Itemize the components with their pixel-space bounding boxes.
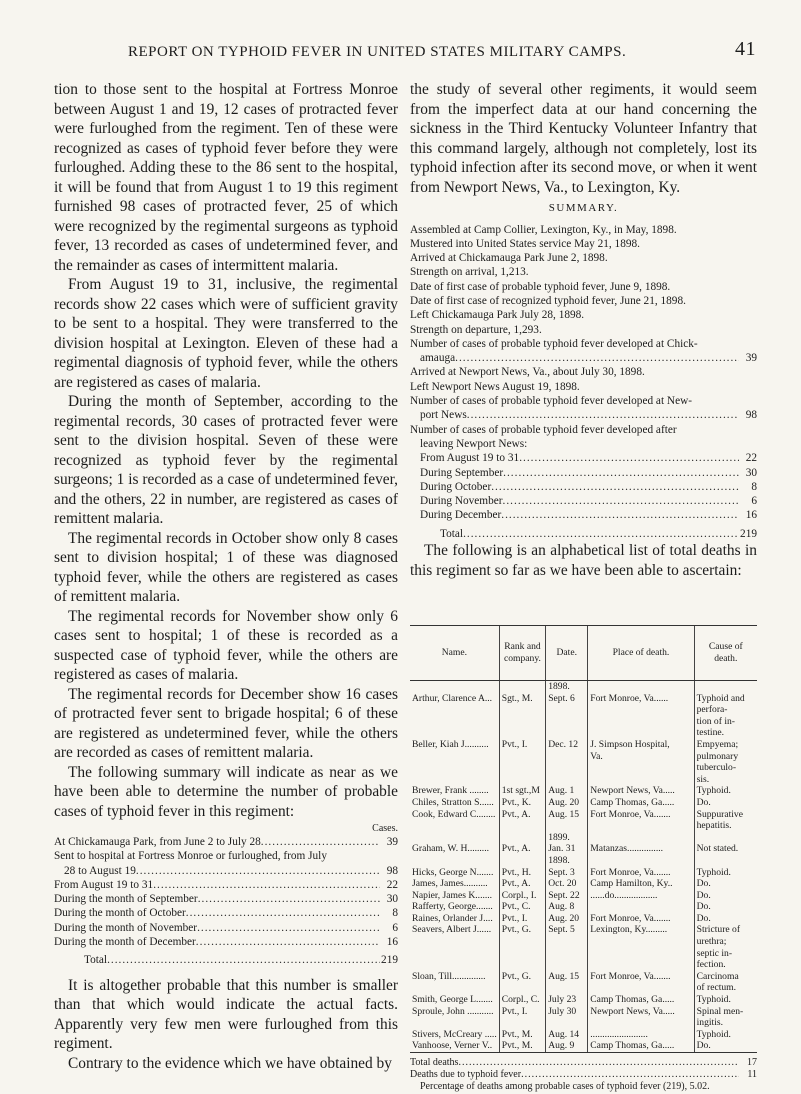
cell-line: Corpl., I. (501, 889, 537, 901)
cell-line: Typhoid. (696, 866, 731, 878)
table-cell-cause (694, 1029, 757, 1053)
cell-line: Cook, Edward C........ (412, 808, 496, 820)
table-cell-place (588, 681, 694, 739)
cell-line: 1898. (548, 681, 570, 692)
summary-total: Total ..... 219 (54, 953, 398, 967)
cell-line: J. Simpson Hospital, (590, 738, 670, 750)
cell-line: Typhoid. (696, 994, 731, 1006)
table-cell-date (546, 785, 588, 831)
cell-line: Fort Monroe, Va...... (590, 692, 669, 704)
table-cell-name (410, 832, 499, 855)
summary-line: Date of first case of recognized typhoid fever, June 21, 1898. (410, 294, 686, 307)
cell-line (590, 901, 691, 913)
paragraph: The following summary will indicate as near as we have been able to determine the number of probable cases of typhoid fever in this regiment: (54, 763, 398, 820)
cell-line: hepatitis. (696, 820, 732, 832)
summary-row: During September ..... 30 (410, 466, 757, 480)
summary-heading: SUMMARY. (548, 202, 619, 214)
cell-line: Aug. 1 (548, 785, 575, 797)
paragraph: The regimental records for November show only 6 cases sent to hospital; 1 of these is recorded as a suspected case of typhoid fever, while the others are registered as cases of malaria. (54, 607, 398, 683)
column-header: Place of death. (588, 626, 694, 681)
cell-line: fection. (696, 959, 726, 971)
summary-row: 28 to August 19 ..... 98 (54, 864, 398, 878)
summary-row: At Chickamauga Park, from June 2 to July 28 ..... 39 (54, 835, 398, 849)
cell-line: Fort Monroe, Va....... (590, 808, 671, 820)
summary-row: From August 19 to 31 ..... 22 (54, 878, 398, 892)
cell-line: Fort Monroe, Va....... (590, 912, 671, 924)
cell-line: Newport News, Va..... (590, 1005, 675, 1017)
cell-line: Camp Thomas, Ga..... (590, 1040, 675, 1052)
cell-line: Stricture of (696, 924, 741, 936)
cell-line: Pvt., M. (501, 1040, 533, 1052)
cell-line: Suppurative (696, 808, 743, 820)
deaths-totals (410, 1057, 757, 1094)
cell-line: urethra; (696, 936, 727, 948)
paragraph: It is altogether probable that this number is smaller than that which would indicate the actual facts. Apparently very few men were furloughed from this regiment. (54, 976, 398, 1053)
cell-line (697, 855, 755, 867)
cell-line: Do. (696, 1040, 711, 1052)
cell-line: Camp Hamilton, Ky.. (590, 878, 673, 890)
cell-line: Pvt., A. (501, 808, 531, 820)
cell-line: Corpl., C. (501, 994, 540, 1006)
cell-line: Napier, James K....... (412, 889, 493, 901)
cell-line: Smith, George L....... (412, 994, 493, 1006)
table-body (410, 681, 757, 1053)
total-deaths-row: Total deaths ..... 17 (410, 1057, 757, 1069)
table-row (410, 855, 757, 971)
summary-row: During the month of September ..... 30 (54, 892, 398, 906)
cell-line: Arthur, Clarence A... (412, 692, 493, 704)
table-cell-date (546, 994, 588, 1029)
table-cell-place (588, 855, 694, 971)
cell-line: Empyema; (696, 738, 739, 750)
cases-column-label: Cases. (372, 823, 398, 834)
table-row (410, 1029, 757, 1053)
cell-line: Do. (696, 901, 711, 913)
column-header: Cause of death. (694, 626, 757, 681)
cell-line: Spinal men- (696, 1005, 744, 1017)
cell-line: Fort Monroe, Va....... (590, 866, 671, 878)
summary-line: Strength on arrival, 1,213. (410, 266, 529, 279)
cell-line (590, 681, 691, 693)
cell-line: Rafferty, George....... (412, 901, 493, 913)
cell-line: Matanzas............... (590, 843, 664, 855)
table-cell-cause (694, 971, 757, 994)
summary-line: Arrived at Chickamauga Park June 2, 1898. (410, 252, 608, 265)
cell-line: Sept. 5 (548, 924, 575, 936)
cell-line: ........................ (590, 1028, 648, 1040)
table-cell-date (546, 739, 588, 785)
cell-line: Fort Monroe, Va....... (590, 970, 671, 982)
table-row (410, 739, 757, 785)
cell-line: 1899. (548, 831, 570, 843)
cell-line: Pvt., A. (501, 878, 531, 890)
cell-line: Camp Thomas, Ga..... (590, 796, 675, 808)
table-cell-date (546, 971, 588, 994)
summary-row: port News ..... 98 (410, 408, 757, 422)
summary-line: Arrived at Newport News, Va., about July 30, 1898. (410, 366, 645, 379)
cell-line: Oct. 20 (548, 878, 577, 890)
cell-line: Lexington, Ky......... (590, 924, 668, 936)
cell-line: Sept. 6 (548, 692, 575, 704)
table-cell-name (410, 681, 499, 739)
summary-row: During November ..... 6 (410, 494, 757, 508)
page-header (0, 36, 801, 66)
page-number: 41 (735, 38, 756, 60)
cell-line: Sloan, Till.............. (412, 970, 486, 982)
cell-line: Beller, Kiah J.......... (412, 738, 489, 750)
cell-line: tuberculo- (696, 762, 737, 774)
table-cell-place (588, 994, 694, 1029)
table-cell-rank (499, 1029, 545, 1053)
table-cell-date (546, 1029, 588, 1053)
cell-line: Aug. 14 (548, 1028, 580, 1040)
table-cell-rank (499, 855, 545, 971)
cell-line: Stivers, McCreary ..... (412, 1028, 497, 1040)
cell-line: Va. (590, 750, 603, 762)
cell-line: Aug. 8 (548, 901, 575, 913)
cell-line: Pvt., G. (501, 970, 532, 982)
cell-line (590, 832, 691, 844)
cell-line: Camp Thomas, Ga..... (590, 994, 675, 1006)
summary-row: amauga ..... 39 (410, 351, 757, 365)
summary-line: Strength on departure, 1,293. (410, 323, 542, 336)
summary-row: Sent to hospital at Fortress Monroe or furloughed, from July (54, 850, 327, 863)
cell-line: Not stated. (696, 843, 739, 855)
cell-line: Aug. 15 (548, 970, 580, 982)
summary-row: During October ..... 8 (410, 480, 757, 494)
cell-line (502, 832, 543, 844)
left-column (54, 80, 398, 1073)
cell-line: Typhoid. (696, 785, 731, 797)
cell-line: Pvt., I. (501, 912, 528, 924)
cell-line: Carcinoma (696, 970, 739, 982)
cell-line: 1st sgt.,M (501, 785, 540, 797)
cell-line: Aug. 9 (548, 1040, 575, 1052)
table-cell-date (546, 832, 588, 855)
summary-line: Number of cases of probable typhoid fever developed at New- (410, 395, 693, 408)
column-header: Date. (546, 626, 588, 681)
cell-line: Sept. 22 (548, 889, 580, 901)
cell-line (697, 832, 755, 844)
cell-line: tion of in- (696, 715, 735, 727)
cell-line: Pvt., I. (501, 1005, 528, 1017)
table-cell-cause (694, 832, 757, 855)
summary-row: During December ..... 16 (410, 508, 757, 522)
cell-line: testine. (696, 727, 725, 739)
cell-line: Vanhoose, Verner V.. (412, 1040, 493, 1052)
cell-line (412, 855, 497, 867)
paragraph: The following is an alphabetical list of total deaths in this regiment so far as we have been able to ascertain: (410, 542, 757, 579)
cell-line (502, 681, 543, 693)
cell-line: Hicks, George N....... (412, 866, 494, 878)
table-cell-place (588, 1029, 694, 1053)
summary-line: Mustered into United States service May 21, 1898. (410, 237, 640, 250)
right-column (410, 80, 757, 580)
cell-line: Pvt., A. (501, 843, 531, 855)
cell-line: Do. (696, 889, 711, 901)
cell-line: Graham, W. H......... (412, 843, 490, 855)
paragraph: The regimental records in October show only 8 cases sent to division hospital; 1 of these was diagnosed typhoid fever, while the others are registered as cases of remittent malaria. (54, 529, 398, 605)
cell-line: Typhoid and (696, 692, 745, 704)
cell-line: Brewer, Frank ........ (412, 785, 489, 797)
cell-line: Jan. 31 (548, 843, 576, 855)
table-cell-rank (499, 785, 545, 831)
cell-line: Do. (696, 796, 711, 808)
cell-line: James, James.......... (412, 878, 488, 890)
table-cell-cause (694, 785, 757, 831)
table-cell-cause (694, 739, 757, 785)
cell-line: Sproule, John ........... (412, 1005, 494, 1017)
summary-row: During the month of October ..... 8 (54, 906, 398, 920)
table-cell-date (546, 681, 588, 739)
table-cell-rank (499, 832, 545, 855)
cell-line: Aug. 15 (548, 808, 580, 820)
cell-line: septic in- (696, 947, 733, 959)
cell-line: July 23 (548, 994, 577, 1006)
table-row (410, 785, 757, 831)
column-header: Name. (410, 626, 499, 681)
summary-line: Number of cases of probable typhoid fever developed after (410, 423, 677, 436)
running-title: REPORT ON TYPHOID FEVER IN UNITED STATES MILITARY CAMPS. (128, 44, 627, 60)
cell-line (590, 855, 691, 867)
cell-line: July 30 (548, 1005, 577, 1017)
summary-line: Left Chickamauga Park July 28, 1898. (410, 309, 585, 322)
table-cell-place (588, 785, 694, 831)
summary-row: During the month of November ..... 6 (54, 921, 398, 935)
cell-line: 1898. (548, 854, 570, 866)
cell-line (412, 832, 497, 844)
cell-line: Chiles, Stratton S...... (412, 796, 494, 808)
percentage-line: Percentage of deaths among probable cases of typhoid fever (219), 5.02. (420, 1081, 710, 1093)
summary-line: Date of first case of probable typhoid fever, June 9, 1898. (410, 280, 671, 293)
summary-line: Number of cases of probable typhoid fever developed at Chick- (410, 337, 698, 350)
summary-line: leaving Newport News: (420, 437, 528, 450)
cell-line: Pvt., H. (501, 866, 532, 878)
summary-row: During the month of December ..... 16 (54, 935, 398, 949)
table-cell-name (410, 739, 499, 785)
cell-line: Sgt., M. (501, 692, 533, 704)
cases-summary (54, 823, 398, 968)
paragraph: During the month of September, according to the regimental records, 30 cases of protracted fever were sent to the division hospital. Seven of these were recognized as typhoid fever by the regimental surgeons; 1 is recorded as a case of undetermined fever, and the others, 22 in number, are registered as cases of remittent malaria. (54, 393, 398, 527)
cell-line: Seavers, Albert J...... (412, 924, 492, 936)
cell-line: perfora- (696, 704, 728, 716)
table-cell-date (546, 855, 588, 971)
table-row (410, 832, 757, 855)
typhoid-deaths-row: Deaths due to typhoid fever ..... 11 (410, 1069, 757, 1081)
table-cell-place (588, 739, 694, 785)
cell-line (502, 855, 543, 867)
cell-line (412, 681, 497, 693)
cell-line: of rectum. (696, 982, 737, 994)
table-cell-cause (694, 855, 757, 971)
table-cell-rank (499, 994, 545, 1029)
table-cell-rank (499, 971, 545, 994)
cell-line (697, 681, 755, 693)
paragraph: The regimental records for December show 16 cases of protracted fever sent to brigade hospital; 6 of these are registered as undetermined fever, while the others are recorded as cases of remittent malaria. (54, 685, 398, 761)
paragraph: tion to those sent to the hospital at Fortress Monroe between August 1 and 19, 12 cases of protracted fever were furloughed from the regiment. Ten of these were recognized as cases of typhoid fever before they were furloughed. Adding these to the 86 sent to the hospital, it will be found that from August 1 to 19 this regiment furnished 98 cases of protracted fever, 25 of which were recognized by the regimental surgeons as typhoid fever, 13 recorded as cases of undetermined fever, and the remainder as cases of intermittent malaria. (54, 81, 398, 274)
deaths-table-section (410, 625, 757, 1094)
table-cell-cause (694, 994, 757, 1029)
summary-line: Assembled at Camp Collier, Lexington, Ky., in May, 1898. (410, 223, 677, 236)
paragraph: the study of several other regiments, it would seem from the imperfect data at our hand concerning the sickness in the Third Kentucky Volunteer Infantry that this command largely, although not completely, lost its typhoid infection after its second move, or when it went from Newport News, Va., to Lexington, Ky. (410, 81, 757, 196)
table-cell-name (410, 855, 499, 971)
paragraph: Contrary to the evidence which we have obtained by (68, 1054, 392, 1072)
cell-line: Sept. 3 (548, 866, 575, 878)
table-cell-name (410, 785, 499, 831)
cell-line: Newport News, Va..... (590, 785, 675, 797)
cell-line: ......do.................. (590, 889, 658, 901)
cell-line: ingitis. (696, 1017, 723, 1029)
cell-line: Do. (696, 912, 711, 924)
table-row (410, 994, 757, 1029)
table-cell-name (410, 994, 499, 1029)
cell-line: Pvt., C. (501, 901, 531, 913)
cell-line: Do. (696, 878, 711, 890)
column-header: Rank and company. (499, 626, 545, 681)
cell-line: Pvt., I. (501, 738, 528, 750)
table-cell-name (410, 971, 499, 994)
regiment-summary (410, 223, 757, 542)
deaths-table (410, 625, 757, 1053)
cell-line: Pvt., M. (501, 1028, 533, 1040)
cell-line: Aug. 20 (548, 796, 580, 808)
cell-line: Raines, Orlander J.... (412, 912, 493, 924)
table-header-row (410, 626, 757, 681)
table-cell-place (588, 971, 694, 994)
cell-line: Aug. 20 (548, 912, 580, 924)
paragraph: From August 19 to 31, inclusive, the regimental records show 22 cases which were of sufficient gravity to be sent to a hospital. They were transferred to the division hospital at Lexington. Eleven of these had a regimental diagnosis of typhoid fever, while the others are registered as cases of malaria. (54, 276, 398, 391)
table-cell-place (588, 832, 694, 855)
summary-row: From August 19 to 31 ..... 22 (410, 451, 757, 465)
cell-line: Pvt., K. (501, 796, 532, 808)
summary-total: Total ..... 219 (410, 527, 757, 541)
table-cell-rank (499, 681, 545, 739)
cell-line: pulmonary (696, 750, 739, 762)
cell-line: Typhoid. (696, 1028, 731, 1040)
cell-line: Dec. 12 (548, 738, 579, 750)
table-row (410, 681, 757, 739)
summary-line: Left Newport News August 19, 1898. (410, 380, 580, 393)
table-cell-name (410, 1029, 499, 1053)
cell-line: Pvt., G. (501, 924, 532, 936)
table-row (410, 971, 757, 994)
table-cell-rank (499, 739, 545, 785)
cell-line: sis. (696, 773, 710, 785)
table-cell-cause (694, 681, 757, 739)
